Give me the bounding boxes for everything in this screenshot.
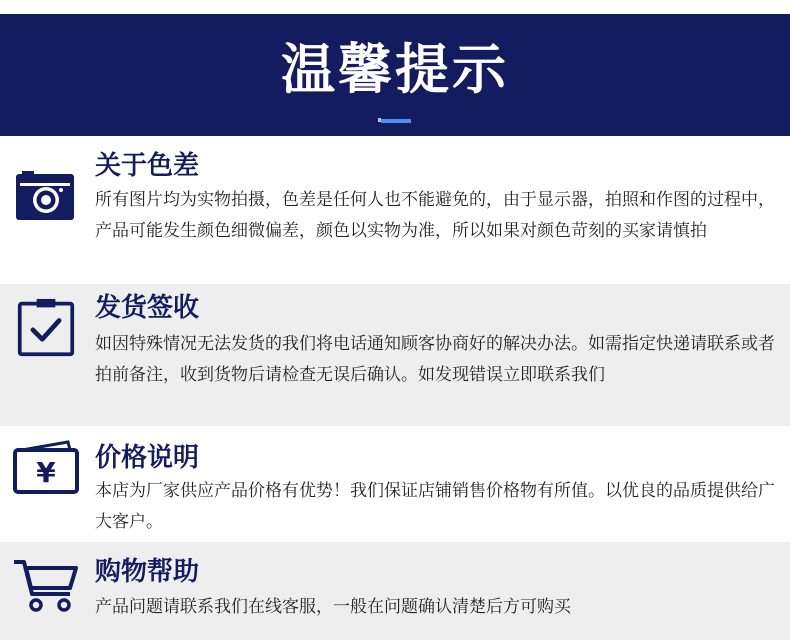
section-shopping-help: [0, 542, 790, 640]
shopping-cart-icon: [12, 556, 80, 616]
section-title: 关于色差: [95, 151, 200, 181]
section-text: 如因特殊情况无法发货的我们将电话通知顾客协商好的解决办法。如需指定快递请联系或者拍前备注，收到货物后请检查无误后确认。如发现错误立即联系我们: [95, 334, 775, 385]
section-text: 本店为厂家供应产品价格有优势！我们保证店铺销售价格物有所值。以优良的品质提供给广大客户。: [95, 481, 775, 532]
svg-text:¥: ¥: [36, 456, 56, 489]
section-text: 所有图片均为实物拍摄，色差是任何人也不能避免的，由于显示器，拍照和作图的过程中，产品可能发生颜色细微偏差，颜色以实物为准，所以如果对颜色苛刻的买家请慎拍: [95, 190, 775, 241]
section-title: 购物帮助: [95, 557, 200, 587]
camera-icon: [12, 168, 80, 228]
section-color-difference: [0, 136, 790, 284]
page-header: [0, 14, 790, 136]
section-text: 产品问题请联系我们在线客服，一般在问题确认清楚后方可购买: [95, 597, 571, 617]
section-title: 发货签收: [95, 293, 200, 323]
yen-wallet-icon: [12, 438, 80, 498]
title-underline: [381, 119, 411, 123]
section-delivery: [0, 284, 790, 426]
clipboard-check-icon: [12, 298, 80, 358]
page-title: 温馨提示: [281, 38, 509, 101]
section-price: [0, 426, 790, 542]
section-title: 价格说明: [95, 443, 200, 473]
